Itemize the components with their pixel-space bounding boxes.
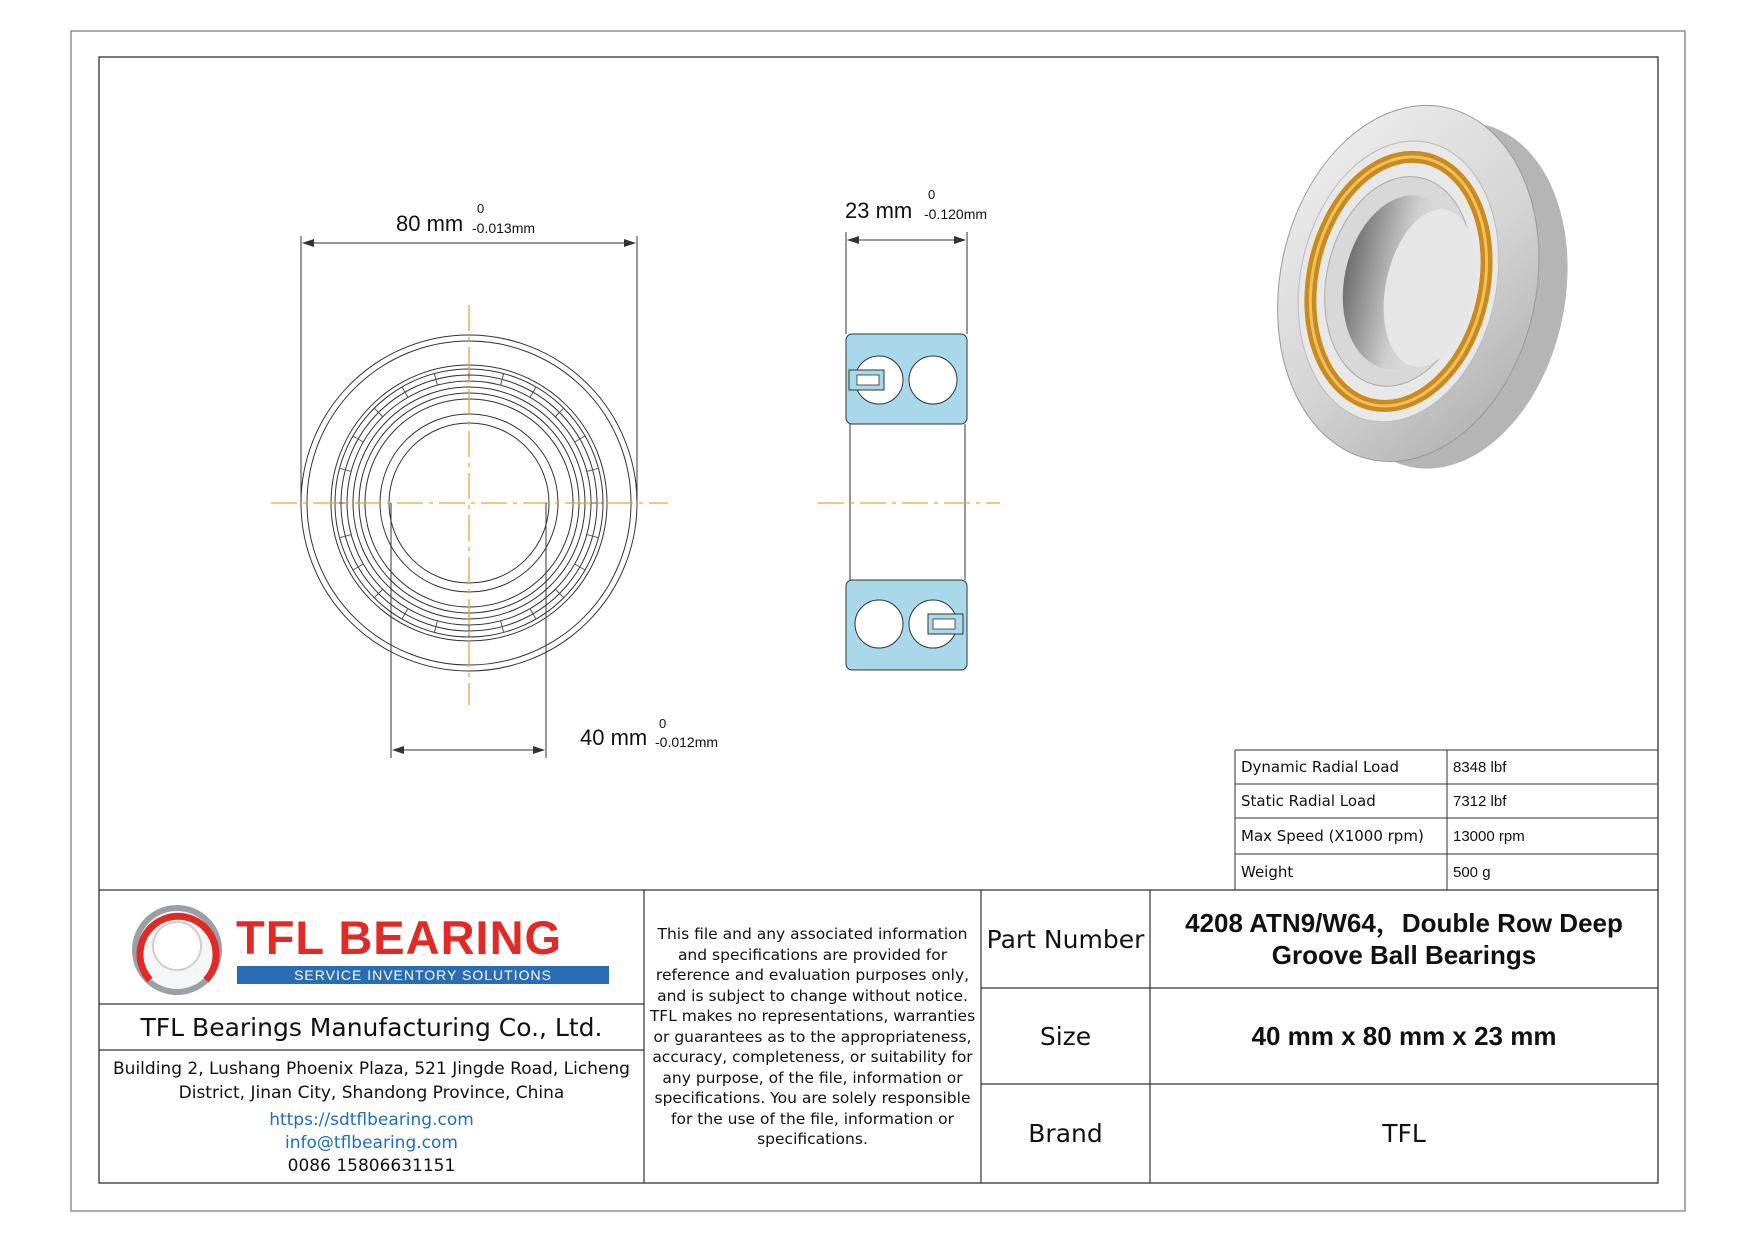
width-lower-tol: -0.120mm	[924, 206, 988, 222]
cage-tick	[402, 387, 408, 397]
size-value: 40 mm x 80 mm x 23 mm	[1251, 1020, 1557, 1051]
part-number-label: Part Number	[986, 924, 1145, 954]
spec-value-max-speed: 13000 rpm	[1453, 827, 1525, 845]
cage-tick	[353, 564, 363, 570]
outer-lower-tol: -0.013mm	[472, 220, 536, 236]
part-number-value: 4208 ATN9/W64，Double Row Deep Groove Ball Bearings	[1185, 908, 1623, 970]
company-address: Building 2, Lushang Phoenix Plaza, 521 Jingde Road, Licheng District, Jinan City, Shandong Province, China	[113, 1059, 630, 1103]
spec-label-max-speed: Max Speed (X1000 rpm)	[1241, 827, 1424, 845]
spec-label-static-load: Static Radial Load	[1241, 792, 1376, 810]
section-view	[846, 334, 967, 670]
brand-value: TFL	[1382, 1119, 1426, 1148]
company-email-link[interactable]: info@tflbearing.com	[285, 1133, 458, 1153]
cage-tick	[530, 387, 536, 397]
outer-diameter-label: 80 mm	[396, 211, 464, 236]
inner-diameter-label: 40 mm	[580, 725, 648, 750]
inner-upper-tol: 0	[659, 716, 667, 731]
cage-tick	[575, 436, 585, 442]
cage-tick	[530, 609, 536, 619]
company-website-link[interactable]: https://sdtflbearing.com	[269, 1110, 474, 1130]
company-phone: 0086 15806631151	[287, 1156, 456, 1176]
disclaimer-text: This file and any associated information and specifications are provided for reference and evaluation purposes only, and is subject to change without notice. TFL makes no representations, warranties or guarantees as to the appropriateness, accuracy, completeness, or suitability for any purpose, of the file, information or specifications. You are solely responsible for the use of the file, information or specifications.	[649, 925, 976, 1149]
width-upper-tol: 0	[928, 187, 936, 202]
brand-label: Brand	[1028, 1119, 1103, 1148]
spec-value-dynamic-load: 8348 lbf	[1453, 758, 1507, 776]
inner-lower-tol: -0.012mm	[655, 734, 719, 750]
spec-value-static-load: 7312 lbf	[1453, 792, 1507, 810]
cage-tick	[402, 609, 408, 619]
spec-value-weight: 500 g	[1453, 863, 1491, 881]
cage-tick	[353, 436, 363, 442]
logo-wordmark: TFL BEARING	[236, 911, 563, 964]
logo-tagline: SERVICE INVENTORY SOLUTIONS	[294, 967, 552, 983]
size-label: Size	[1039, 1021, 1092, 1051]
section-dim-lines	[846, 232, 967, 334]
bearing-3d-render	[1246, 81, 1601, 493]
outer-upper-tol: 0	[477, 201, 485, 216]
width-label: 23 mm	[845, 198, 913, 223]
cage-tick	[575, 564, 585, 570]
company-name: TFL Bearings Manufacturing Co., Ltd.	[140, 1012, 603, 1042]
spec-label-dynamic-load: Dynamic Radial Load	[1241, 758, 1400, 776]
spec-label-weight: Weight	[1241, 863, 1294, 881]
